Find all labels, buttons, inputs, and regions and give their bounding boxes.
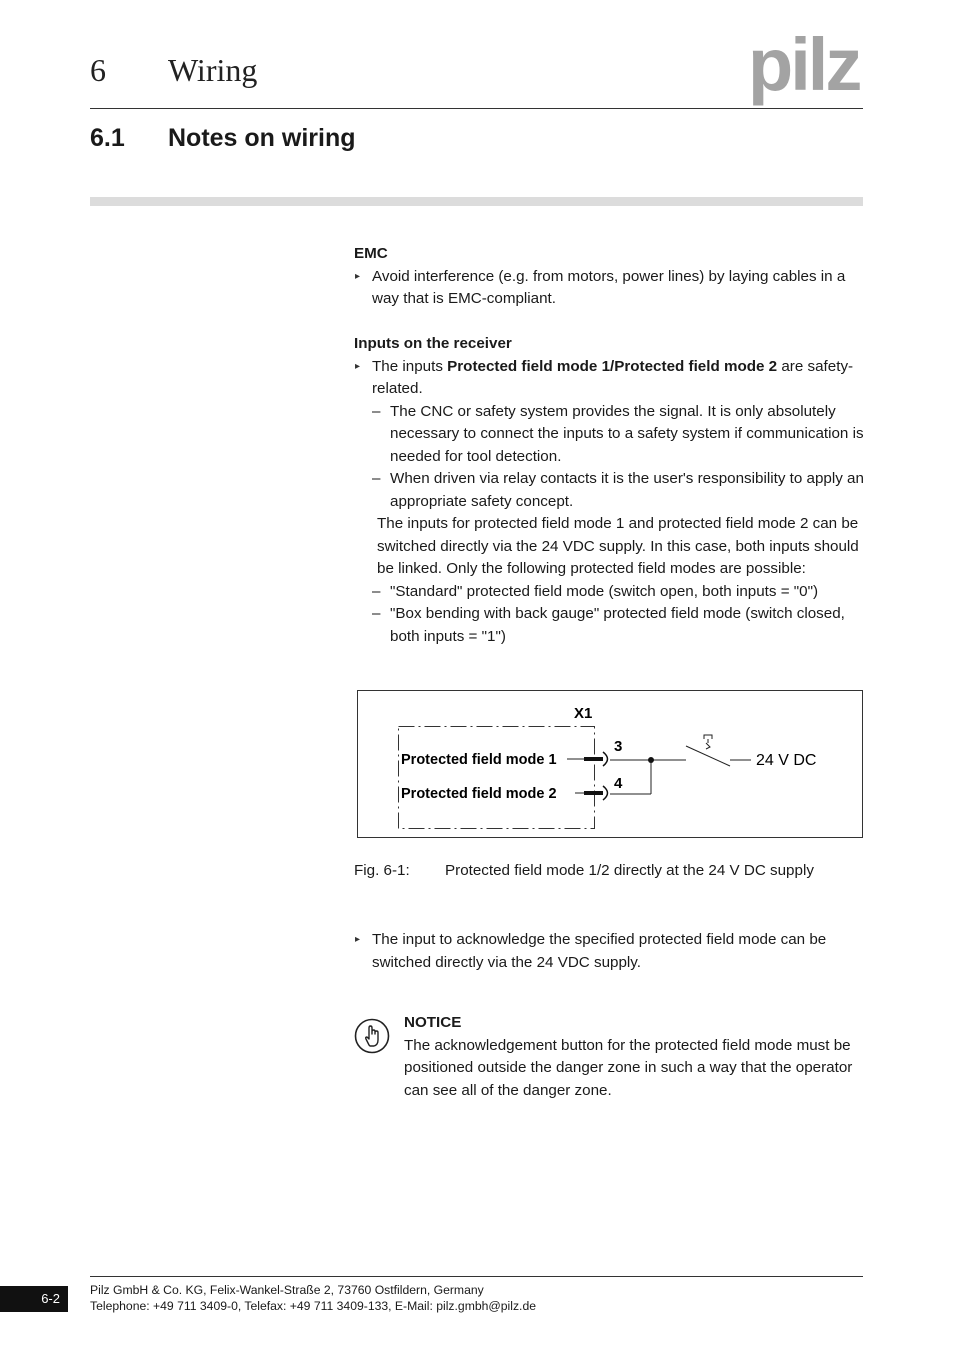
- receiver-outline: [399, 727, 595, 829]
- connector-label: X1: [574, 705, 593, 722]
- mode-item-box-bending-text: "Box bending with back gauge" protected field mode (switch closed, both inputs = "1"): [390, 605, 845, 645]
- wiring-diagram-svg: [358, 691, 862, 837]
- mode-item-standard: – "Standard" protected field mode (switch open, both inputs = "0"): [372, 582, 819, 600]
- switch-spring: [706, 739, 710, 749]
- pin1-socket: [603, 752, 608, 766]
- hand-pointing-icon: [354, 1018, 390, 1059]
- ack-block: [354, 929, 864, 974]
- chapter-title: Wiring: [168, 52, 258, 88]
- switch-contact: [686, 746, 730, 766]
- footer-line2: Telephone: +49 711 3409-0, Telefax: +49 711 3409-133, E-Mail: pilz.gmbh@pilz.de: [90, 1299, 536, 1313]
- wiring-diagram: [357, 690, 863, 838]
- figure-caption-text: Protected field mode 1/2 directly at the 24 V DC supply: [445, 862, 814, 879]
- pin2-number: 4: [614, 775, 623, 792]
- inputs-bullet-prefix: The inputs: [372, 357, 448, 375]
- switch-actuator: [704, 735, 712, 739]
- emc-bullet: [354, 266, 864, 311]
- dash-item-cnc: – The CNC or safety system provides the signal. It is only absolutely necessary to connect the inputs to a safety system if communication is needed for tool detection.: [372, 402, 864, 465]
- footer-rule: [90, 1276, 863, 1277]
- notice-block: [404, 1012, 864, 1102]
- footer-address: [90, 1282, 536, 1314]
- inputs-bullet-suffix: are safety-related.: [372, 357, 854, 397]
- inputs-bullet: [354, 356, 864, 401]
- notice-text: The acknowledgement button for the protected field mode must be positioned outside the danger zone in such a way that the operator can see all of the danger zone.: [404, 1036, 853, 1099]
- inputs-bullet-bold: Protected field mode 1/Protected field mode 2: [447, 357, 778, 375]
- emc-heading: EMC: [354, 245, 388, 262]
- bullet-arrow-icon: ▸: [355, 934, 361, 945]
- mode-item-box-bending: – "Box bending with back gauge" protected field mode (switch closed, both inputs = "1"): [372, 605, 845, 645]
- mode-item-standard-text: "Standard" protected field mode (switch open, both inputs = "0"): [390, 582, 819, 600]
- dash-item-relay: – When driven via relay contacts it is the user's responsibility to apply an appropriate safety concept.: [372, 470, 864, 510]
- pilz-logo: pilz: [748, 23, 860, 106]
- dash-item-relay-text: When driven via relay contacts it is the user's responsibility to apply an appropriate safety concept.: [390, 470, 864, 510]
- pin1-number: 3: [614, 738, 623, 755]
- figure-number: Fig. 6-1:: [354, 862, 410, 879]
- notice-title: NOTICE: [404, 1014, 462, 1031]
- input2-label: Protected field mode 2: [401, 786, 557, 802]
- footer-line1: Pilz GmbH & Co. KG, Felix-Wankel-Straße 2, 73760 Ostfildern, Germany: [90, 1283, 484, 1297]
- emc-block: [354, 243, 864, 311]
- dash-item-cnc-text: The CNC or safety system provides the signal. It is only absolutely necessary to connect the inputs to a safety system if communication is needed for tool detection.: [390, 402, 864, 465]
- pin2-socket: [603, 786, 608, 800]
- ack-bullet-text: The input to acknowledge the specified protected field mode can be switched directly via the 24 VDC supply.: [372, 931, 827, 971]
- inputs-paragraph: The inputs for protected field mode 1 and protected field mode 2 can be switched directly via the 24 VDC supply. In this case, both inputs should be linked. Only the following protected field modes are possible:: [377, 515, 859, 577]
- input1-label: Protected field mode 1: [401, 752, 557, 768]
- section-title: Notes on wiring: [168, 124, 356, 152]
- junction-dot: [648, 757, 654, 763]
- supply-label: 24 V DC: [756, 752, 817, 769]
- header-rule: [90, 108, 863, 109]
- inputs-block: [354, 333, 864, 648]
- inputs-heading: Inputs on the receiver: [354, 335, 512, 352]
- emc-bullet-text: Avoid interference (e.g. from motors, power lines) by laying cables in a way that is EMC-compliant.: [372, 267, 846, 307]
- bullet-arrow-icon: ▸: [355, 270, 361, 282]
- ack-bullet: [354, 929, 864, 974]
- page-number: 6-2: [0, 1286, 68, 1312]
- section-number: 6.1: [90, 124, 125, 152]
- section-divider: [90, 197, 863, 206]
- bullet-arrow-icon: ▸: [355, 360, 361, 372]
- figure-caption: [354, 862, 814, 879]
- chapter-number: 6: [90, 52, 106, 88]
